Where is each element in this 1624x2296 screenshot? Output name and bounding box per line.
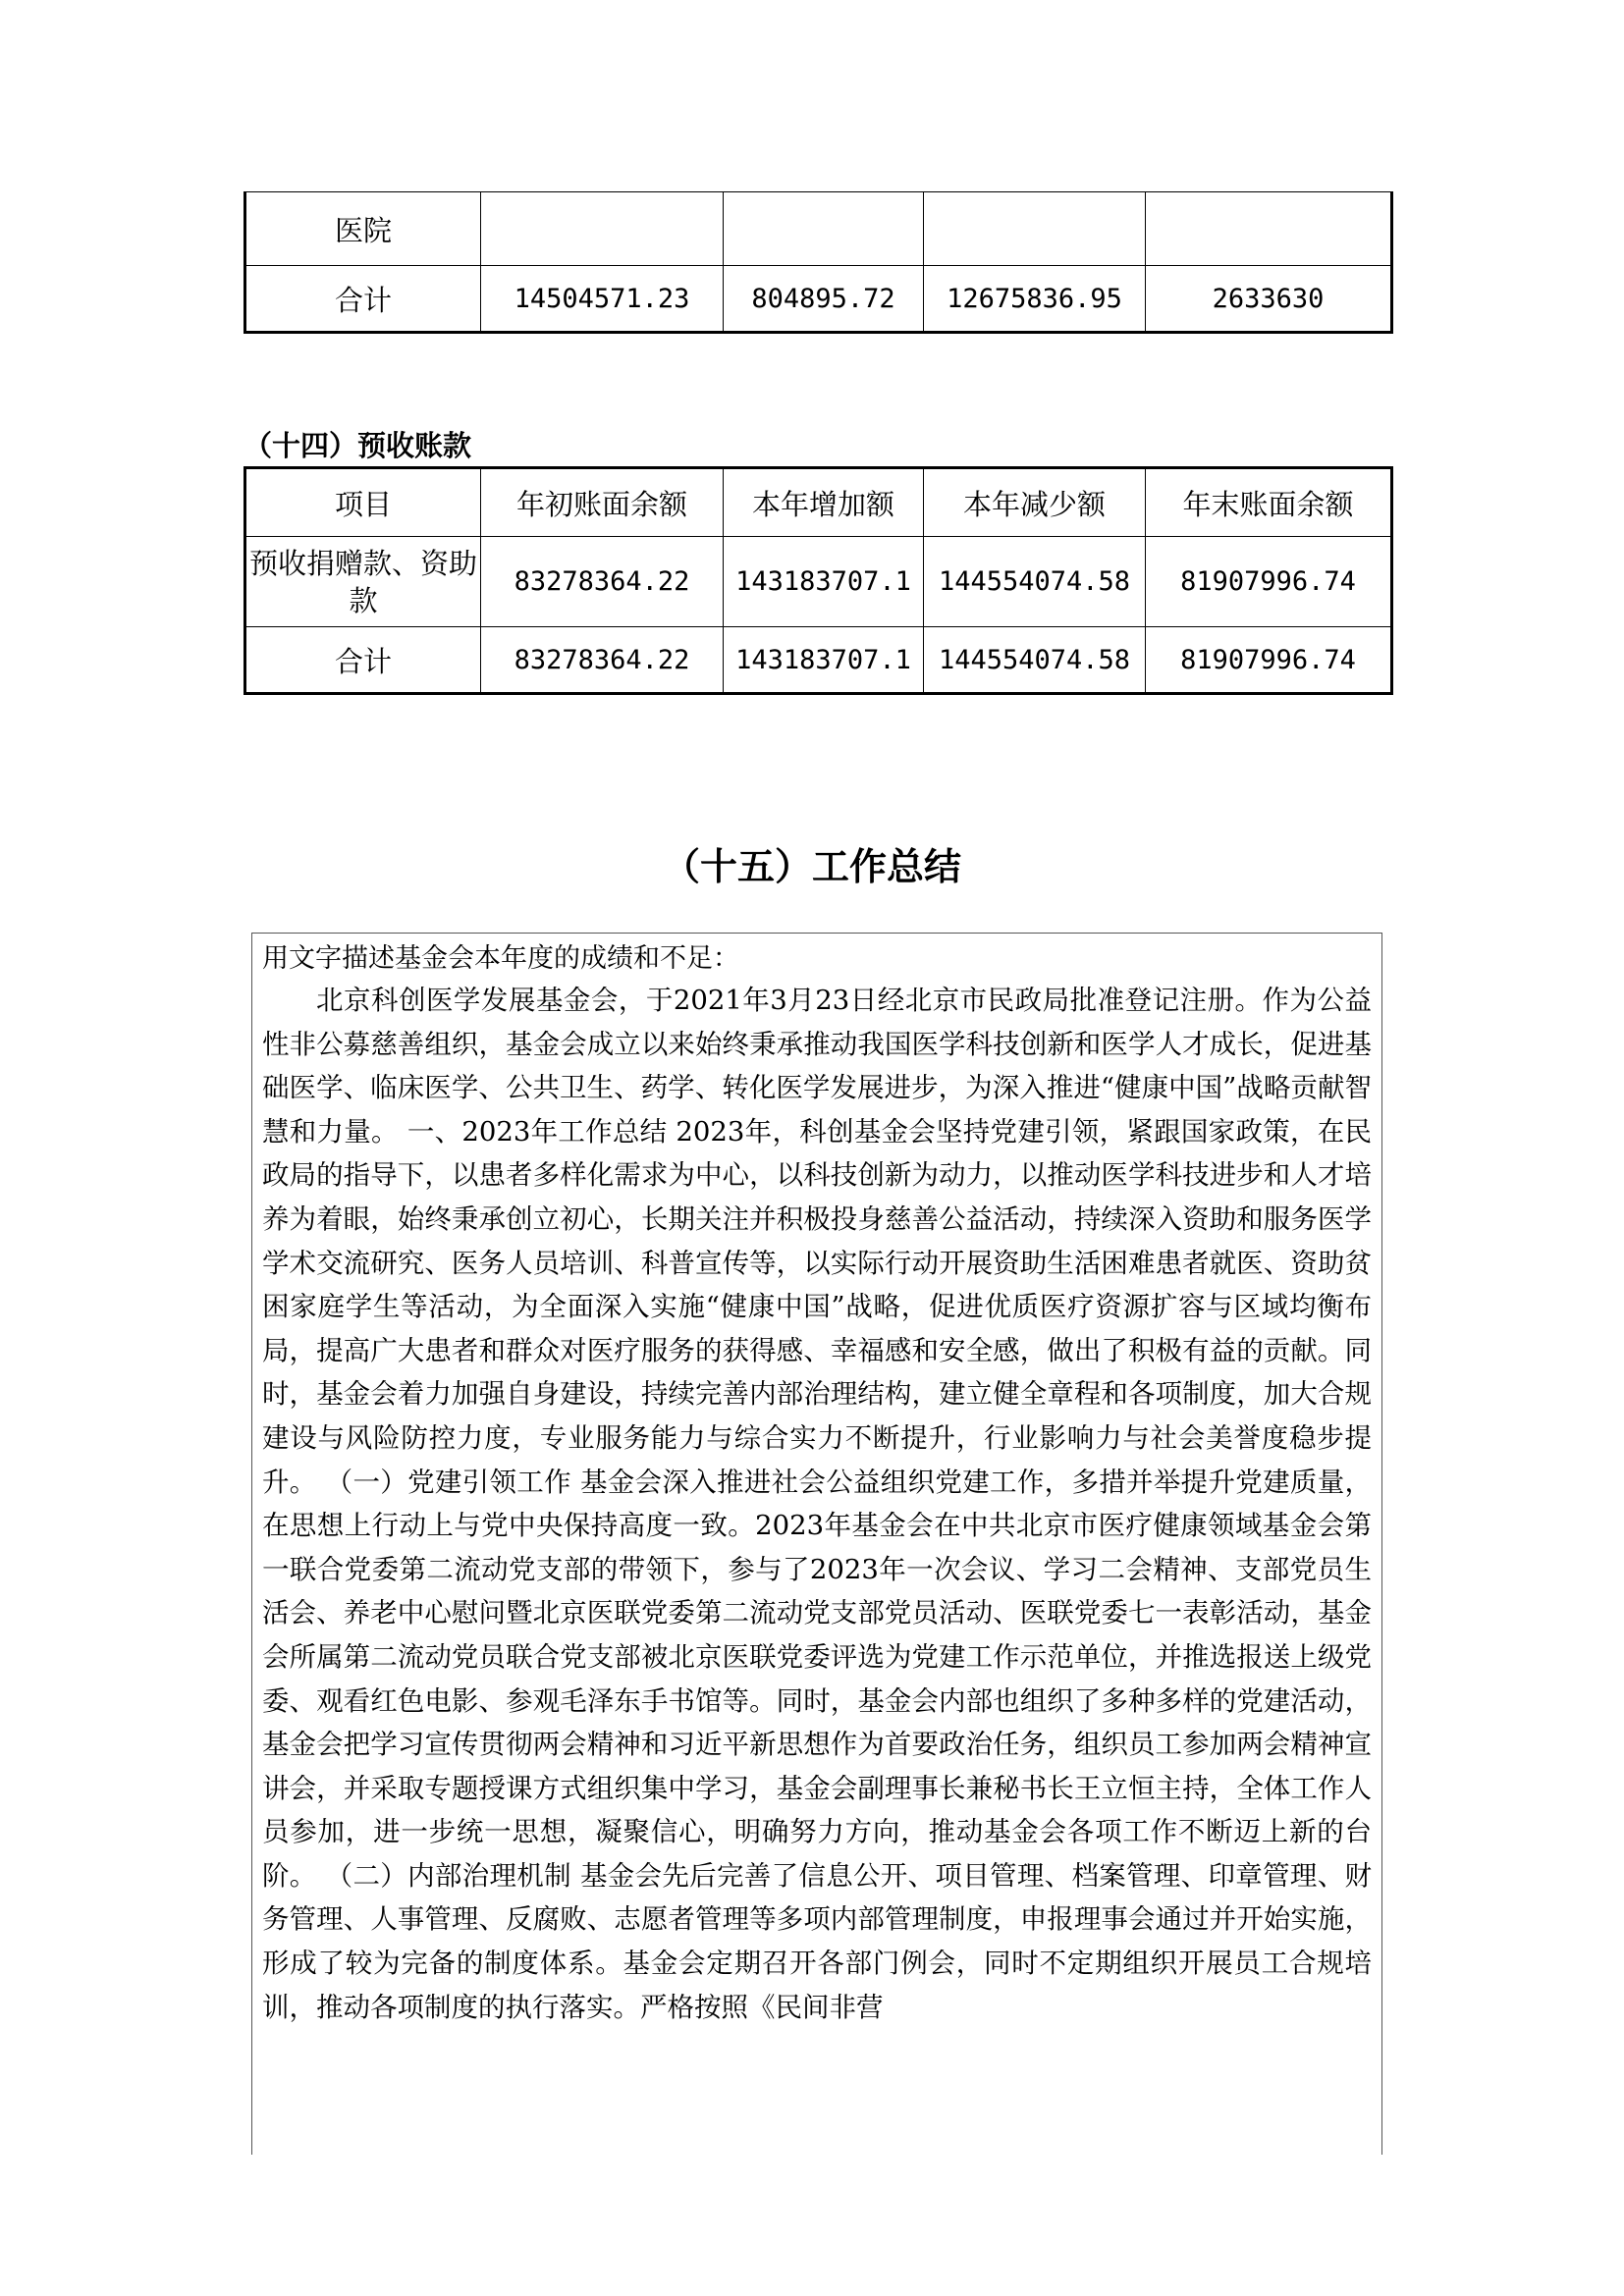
section-heading-work-summary: （十五）工作总结 [662, 845, 961, 888]
cell-value [1146, 192, 1392, 266]
summary-body-text: 北京科创医学发展基金会，于2021年3月23日经北京市民政局批准登记注册。作为公益性非公募慈善组织，基金会成立以来始终秉承推动我国医学科技创新和医学人才成长，促进基础医学、临床医学、公共卫生、药学、转化医学发展进步，为深入推进“健康中国”战略贡献智慧和力量。 一、2023年工作总结 2023年，科创基金会坚持党建引领，紧跟国家政策，在民政局的指导下，以患者多样化需求为中心，以科技创新为动力，以推动医学科技进步和人才培养为着眼，始终秉承创立初心，长期关注并积极投身慈善公益活动，持续深入资助和服务医学学术交流研究、医务人员培训、科普宣传等，以实际行动开展资助生活困难患者就医、资助贫困家庭学生等活动，为全面深入实施“健康中国”战略，促进优质医疗资源扩容与区域均衡布局，提高广大患者和群众对医疗服务的获得感、幸福感和安全感，做出了积极有益的贡献。同时，基金会着力加强自身建设，持续完善内部治理结构，建立健全章程和各项制度，加大合规建设与风险防控力度，专业服务能力与综合实力不断提升，行业影响力与社会美誉度稳步提升。 （一）党建引领工作 基金会深入推进社会公益组织党建工作，多措并举提升党建质量，在思想上行动上与党中央保持高度一致。2023年基金会在中共北京市医疗健康领域基金会第一联合党委第二流动党支部的带领下，参与了2023年一次会议、学习二会精神、支部党员生活会、养老中心慰问暨北京医联党委第二流动党支部党员活动、医联党委七一表彰活动，基金会所属第二流动党员联合党支部被北京医联党委评选为党建工作示范单位，并推选报送上级党委、观看红色电影、参观毛泽东手书馆等。同时，基金会内部也组织了多种多样的党建活动，基金会把学习宣传贯彻两会精神和习近平新思想作为首要政治任务，组织员工参加两会精神宣讲会，并采取专题授课方式组织集中学习，基金会副理事长兼秘书长王立恒主持，全体工作人员参加，进一步统一思想，凝聚信心，明确努力方向，推动基金会各项工作不断迈上新的台阶。 （二）内部治理机制 基金会先后完善了信息公开、项目管理、档案管理、印章管理、财务管理、人事管理、反腐败、志愿者管理等多项内部管理制度，申报理事会通过并开始实施，形成了较为完备的制度体系。基金会定期召开各部门例会，同时不定期组织开展员工合规培训，推动各项制度的执行落实。严格按照《民间非营 [262, 985, 1372, 2023]
cell-value: 83278364.22 [481, 627, 724, 694]
cell-value: 81907996.74 [1146, 627, 1392, 694]
table-row-total [245, 627, 1392, 694]
cell-value: 143183707.1 [724, 627, 924, 694]
cell-value [924, 192, 1146, 266]
cell-value [481, 192, 724, 266]
row-label: 预收捐赠款、资助款 [245, 537, 481, 627]
column-header: 年初账面余额 [481, 468, 724, 537]
cell-value: 144554074.58 [924, 627, 1146, 694]
table-row-total [245, 266, 1392, 333]
column-header: 项目 [245, 468, 481, 537]
row-label: 合计 [245, 627, 481, 694]
table-advance-receipts [244, 466, 1393, 695]
summary-intro: 用文字描述基金会本年度的成绩和不足： [262, 943, 739, 974]
section-heading-advance-receipts: （十四）预收账款 [244, 429, 472, 462]
column-header: 本年增加额 [724, 468, 924, 537]
work-summary-box [251, 933, 1382, 2155]
table-header-row [245, 468, 1392, 537]
column-header: 本年减少额 [924, 468, 1146, 537]
cell-value: 144554074.58 [924, 537, 1146, 627]
cell-value: 12675836.95 [924, 266, 1146, 333]
cell-value: 804895.72 [724, 266, 924, 333]
cell-value [724, 192, 924, 266]
cell-value: 81907996.74 [1146, 537, 1392, 627]
cell-value: 14504571.23 [481, 266, 724, 333]
row-label: 合计 [245, 266, 481, 333]
table-row [245, 537, 1392, 627]
cell-value: 2633630 [1146, 266, 1392, 333]
cell-value: 143183707.1 [724, 537, 924, 627]
column-header: 年末账面余额 [1146, 468, 1392, 537]
cell-value: 83278364.22 [481, 537, 724, 627]
table-row [245, 192, 1392, 266]
table-13-continuation [244, 191, 1393, 334]
row-label: 医院 [245, 192, 481, 266]
